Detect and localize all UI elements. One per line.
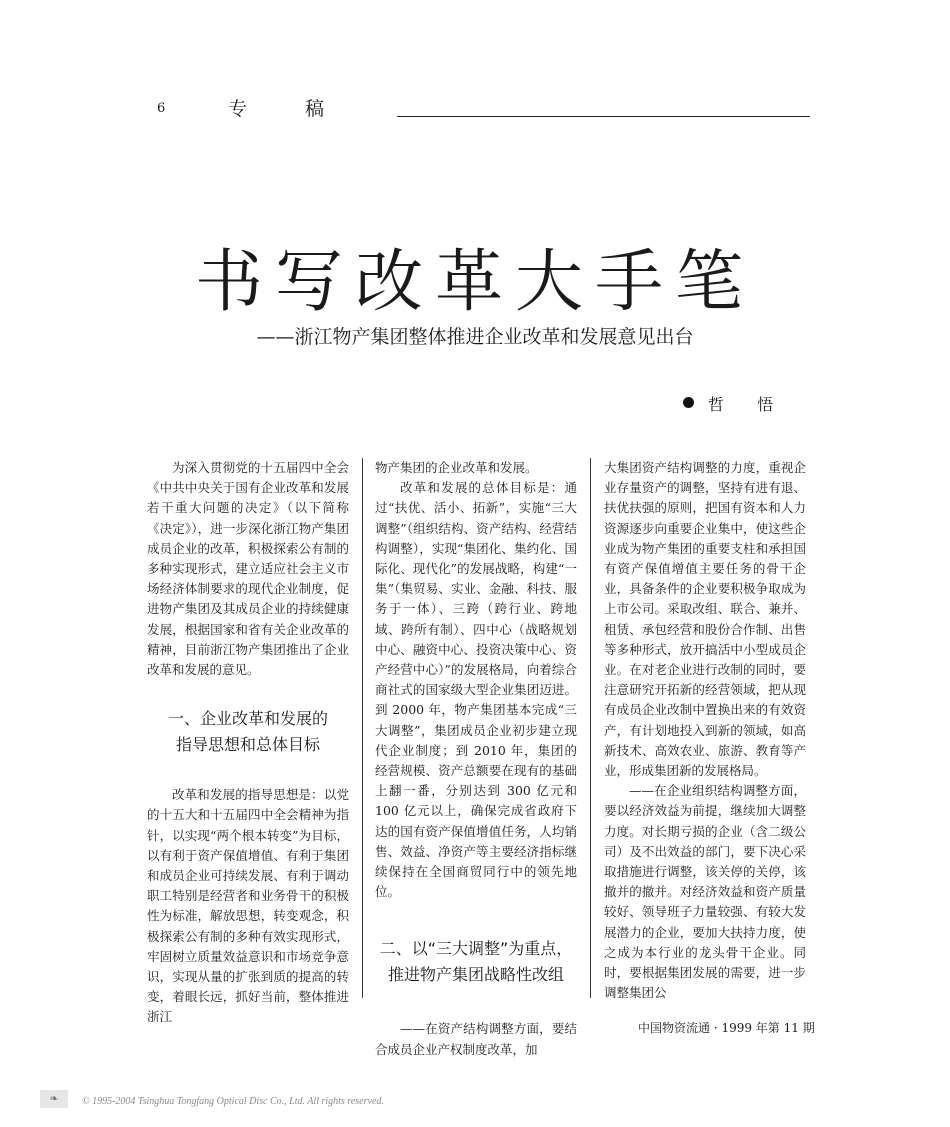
heading-line: 二、以“三大调整”为重点， <box>379 939 573 959</box>
paragraph: 物产集团的企业改革和发展。 <box>375 460 538 475</box>
section-heading-2 <box>375 936 577 988</box>
publisher-logo-icon: ❧ <box>40 1090 68 1108</box>
text-column-2 <box>375 458 577 1060</box>
paragraph: 改革和发展的指导思想是：以党的十五大和十五届四中全会精神为指针，以实现“两个根本转变”为目标，以有利于资产保值增值、有利于集团和成员企业可持续发展、有利于调动职工特别是经营者和业务骨干的积极性为标准，解放思想，转变观念，积极探索公有制的多种有效实现形式，牢固树立质量效益意识和市场竞争意识，实现从量的扩张到质的提高的转变，着眼长远，抓好当前，整体推进浙江 <box>147 787 349 1025</box>
copyright-notice: © 1995-2004 Tsinghua Tongfang Optical Disc Co., Ltd. All rights reserved. <box>82 1096 384 1107</box>
heading-line: 推进物产集团战略性改组 <box>387 965 564 985</box>
article-title: 书写改革大手笔 <box>194 242 755 322</box>
header-rule <box>397 116 810 117</box>
page-number: 6 <box>157 101 166 116</box>
text-column-1 <box>147 458 349 1028</box>
text-column-3 <box>604 458 806 1003</box>
paragraph: ——在企业组织结构调整方面，要以经济效益为前提，继续加大调整力度。对长期亏损的企业（含二级公司）及不出效益的部门，要下决心采取措施进行调整，该关停的关停，该撤并的撤并。对经济效益和资产质量较好、领导班子力量较强、有较大发展潜力的企业，要加大扶持力度，使之成为本行业的龙头骨干企业。同时，要根据集团发展的需要，进一步调整集团公 <box>604 783 806 1001</box>
heading-line: 指导思想和总体目标 <box>175 735 320 755</box>
paragraph: 改革和发展的总体目标是：通过“扶优、活小、拓新”，实施“三大调整”（组织结构、资产结构、经营结构调整），实现“集团化、集约化、国际化、现代化”的发展战略，构建“一集”（集贸易、实业、金融、科技、服务于一体）、三跨（跨行业、跨地域、跨所有制）、四中心（战略规划中心、融资中心、投资决策中心、资产经营中心）”的发展格局，向着综合商社式的国家级大型企业集团迈进。到 2000 年，物产集团基本完成“三大调整”，集团成员企业初步建立现代企业制度；到 2010 年，集团的经营规模、资产总额要在现有的基础上翻一番，分别达到 300 亿元和 100 亿元以上，确保完成省政府下达的国有资产保值增值任务，人均销售、效益、净资产等主要经济指标继续保持在全国商贸同行中的领先地位。 <box>375 480 577 900</box>
section-label: 专稿 <box>228 98 383 120</box>
journal-footer: 中国物资流通 · 1999 年第 11 期 <box>638 1021 815 1035</box>
heading-line: 一、企业改革和发展的 <box>167 709 328 729</box>
section-heading-1 <box>147 706 349 758</box>
bullet-icon <box>683 397 694 408</box>
column-divider <box>362 458 363 998</box>
article-subtitle: ——浙江物产集团整体推进企业改革和发展意见出台 <box>256 326 694 348</box>
paragraph: 为深入贯彻党的十五届四中全会《中共中央关于国有企业改革和发展若干重大问题的决定》（以下简称《决定》），进一步深化浙江物产集团成员企业的改革，积极探索公有制的多种实现形式，建立适应社会主义市场经济体制要求的现代企业制度，促进物产集团及其成员企业的持续健康发展，根据国家和省有关企业改革的精神，目前浙江物产集团推出了企业改革和发展的意见。 <box>147 460 349 678</box>
column-divider <box>590 458 591 998</box>
paragraph: ——在资产结构调整方面，要结合成员企业产权制度改革，加 <box>375 1021 577 1057</box>
paragraph: 大集团资产结构调整的力度，重视企业存量资产的调整，坚持有进有退、扶优扶强的原则，把国有资本和人力资源逐步向重要企业集中，使这些企业成为物产集团的重要支柱和承担国有资产保值增值主要任务的骨干企业，具备条件的企业要积极争取成为上市公司。采取改组、联合、兼并、租赁、承包经营和股份合作制、出售等多种形式，放开搞活中小型成员企业。在对老企业进行改制的同时，要注意研究开拓新的经营领域，把从现有成员企业改制中置换出来的有效资产，有计划地投入到新的领域，如高新技术、高效农业、旅游、教育等产业，形成集团新的发展格局。 <box>604 460 806 779</box>
author-name: 哲 悟 <box>708 395 788 414</box>
